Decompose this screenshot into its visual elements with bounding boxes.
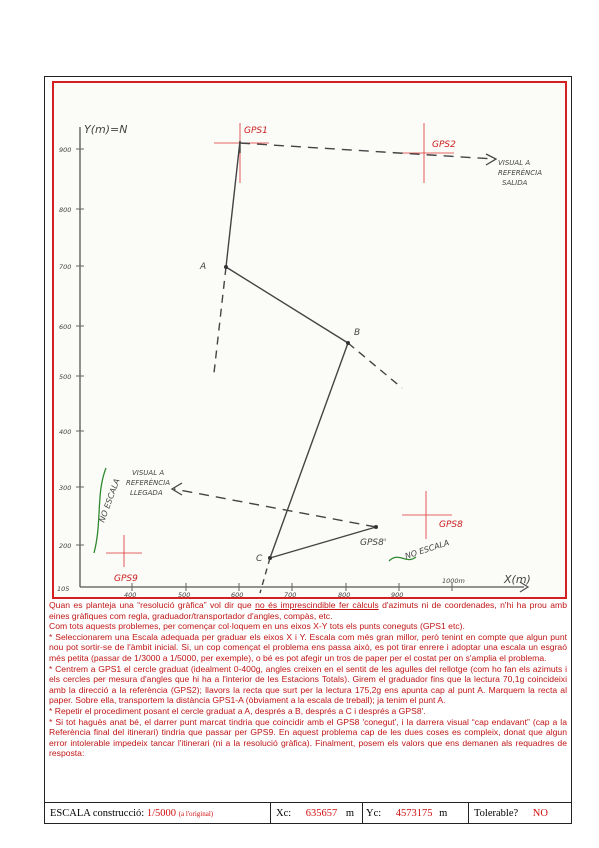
escala-cell [50, 803, 213, 824]
label-gps8-prime: GPS8' [360, 538, 387, 548]
xc-label: Xc: [276, 808, 292, 819]
visual-start-2: REFERÈNCIA [498, 169, 542, 177]
x-tick-1000m: 1000m [442, 577, 465, 585]
x-tick-400: 400 [124, 591, 137, 597]
no-escala-1: NO ESCALA [97, 477, 122, 524]
x-tick-800: 800 [338, 591, 351, 597]
divider-3 [468, 803, 469, 824]
answer-boxes [44, 802, 572, 824]
visual-end-3: LLEGADA [130, 489, 163, 497]
explanation-text [49, 600, 567, 759]
no-escala-2: NO ESCALA [403, 538, 451, 561]
yc-label: Yc: [366, 808, 382, 819]
visual-start-1: VISUAL A [498, 159, 531, 167]
x-tick-900: 900 [391, 591, 404, 597]
tolerable-value: NO [532, 808, 548, 819]
y-tick-800: 800 [59, 206, 72, 214]
x-tick-700: 700 [284, 591, 297, 597]
y-tick-600: 600 [59, 323, 72, 331]
escala-label: ESCALA construcció: [50, 808, 145, 819]
paragraph-6: * Si tot haguès anat bé, el darrer punt marcat tindria que coincidir amb el GPS8 'conegut', i la darrera visual “cap endavant” (cap a la Referència final del itinerari) tindria que passar per GPS9. En aquest problema cap de les dues coses es compleix, donat que algun error intolerable impedeix tancar l'itinerari (ni a la resolució gràfica). Finalment, posem els valors que ens demanen als requadres de resposta: [49, 716, 567, 759]
y-tick-400: 400 [59, 428, 72, 436]
sketch-drawing [54, 83, 565, 597]
xc-value: 635657 [305, 808, 338, 819]
x-tick-600: 600 [231, 591, 244, 597]
xc-unit: m [345, 808, 355, 819]
y-tick-300: 300 [59, 484, 72, 492]
label-gps1: GPS1 [244, 126, 268, 136]
paragraph-4: * Centrem a GPS1 el cercle graduat (idealment 0-400g, angles creixen en el sentit de les agulles del rellotge (com ho fan els azimuts i els cercles per mesura d'angles que hi ha a l'interior de les Estacions Totals). Girem el graduador fins que la lectura 70,1g coincideixi amb la direcció a la referència (GPS2); llavors la recta que surt per la lectura 175,2g ens apunta cap al punt A. Marquem la recta al paper. Sobre ella, transportem la distància GPS1-A (òbviament a la escala de treball); ja tenim el punt A. [49, 663, 567, 706]
visual-end-1: VISUAL A [132, 469, 165, 477]
xc-cell [276, 803, 354, 824]
label-gps2: GPS2 [432, 140, 456, 150]
yc-unit: m [439, 808, 448, 819]
y-axis-label: Y(m)=N [84, 123, 128, 136]
visual-end-2: REFERÈNCIA [126, 479, 170, 487]
y-tick-105: 105 [57, 585, 70, 593]
label-c: C [256, 554, 263, 564]
tolerable-cell [474, 803, 548, 824]
y-tick-200: 200 [59, 542, 72, 550]
paragraph-2: Com tots aquests problemes, per començar col·loquem en uns eixos X-Y tots els punts coneguts (GPS1 etc). [49, 621, 465, 632]
visual-start-3: SALIDA [502, 179, 528, 187]
label-a: A [200, 262, 207, 272]
y-tick-700: 700 [59, 263, 72, 271]
label-gps8: GPS8 [439, 520, 463, 530]
escala-value: 1/5000 [146, 808, 176, 819]
paragraph-3: * Seleccionarem una Escala adequada per graduar els eixos X i Y. Escala com més gran millor, però tenint en compte que algun punt nou pot sortir-se de l'àmbit inicial. Si, un cop començat el problema ens passa això, es pot tirar enrere i adoptar una escala un esgraó més petita (passar de 1/3000 a 1/5000, per exemple), o bé es pot afegir un tros de paper per el costat per on s'amplia el problema. [49, 631, 567, 663]
yc-value: 4573175 [395, 808, 433, 819]
x-axis-label: X(m) [504, 573, 531, 586]
y-tick-500: 500 [59, 373, 72, 381]
paragraph-1: Quan es planteja una “resolució gràfica” vol dir que no és imprescindible fer càlculs d'azimuts ni de coordenades, n'hi ha prou amb eines gràfiques com regla, graduador/transportador d'angles, compàs, etc. [49, 600, 567, 621]
x-tick-500: 500 [178, 591, 191, 597]
paragraph-5: * Repetir el procediment posant el cercle graduat a A, després a B, després a C i després a GPS8'. [49, 705, 426, 716]
tolerable-label: Tolerable? [474, 808, 519, 819]
yc-cell [366, 803, 447, 824]
divider-1 [270, 803, 271, 824]
label-gps9: GPS9 [114, 574, 138, 584]
label-b: B [354, 328, 361, 338]
y-tick-900: 900 [59, 146, 72, 154]
escala-note: (a l'original) [178, 810, 214, 818]
hand-drawn-sketch [52, 81, 567, 599]
divider-2 [362, 803, 363, 824]
